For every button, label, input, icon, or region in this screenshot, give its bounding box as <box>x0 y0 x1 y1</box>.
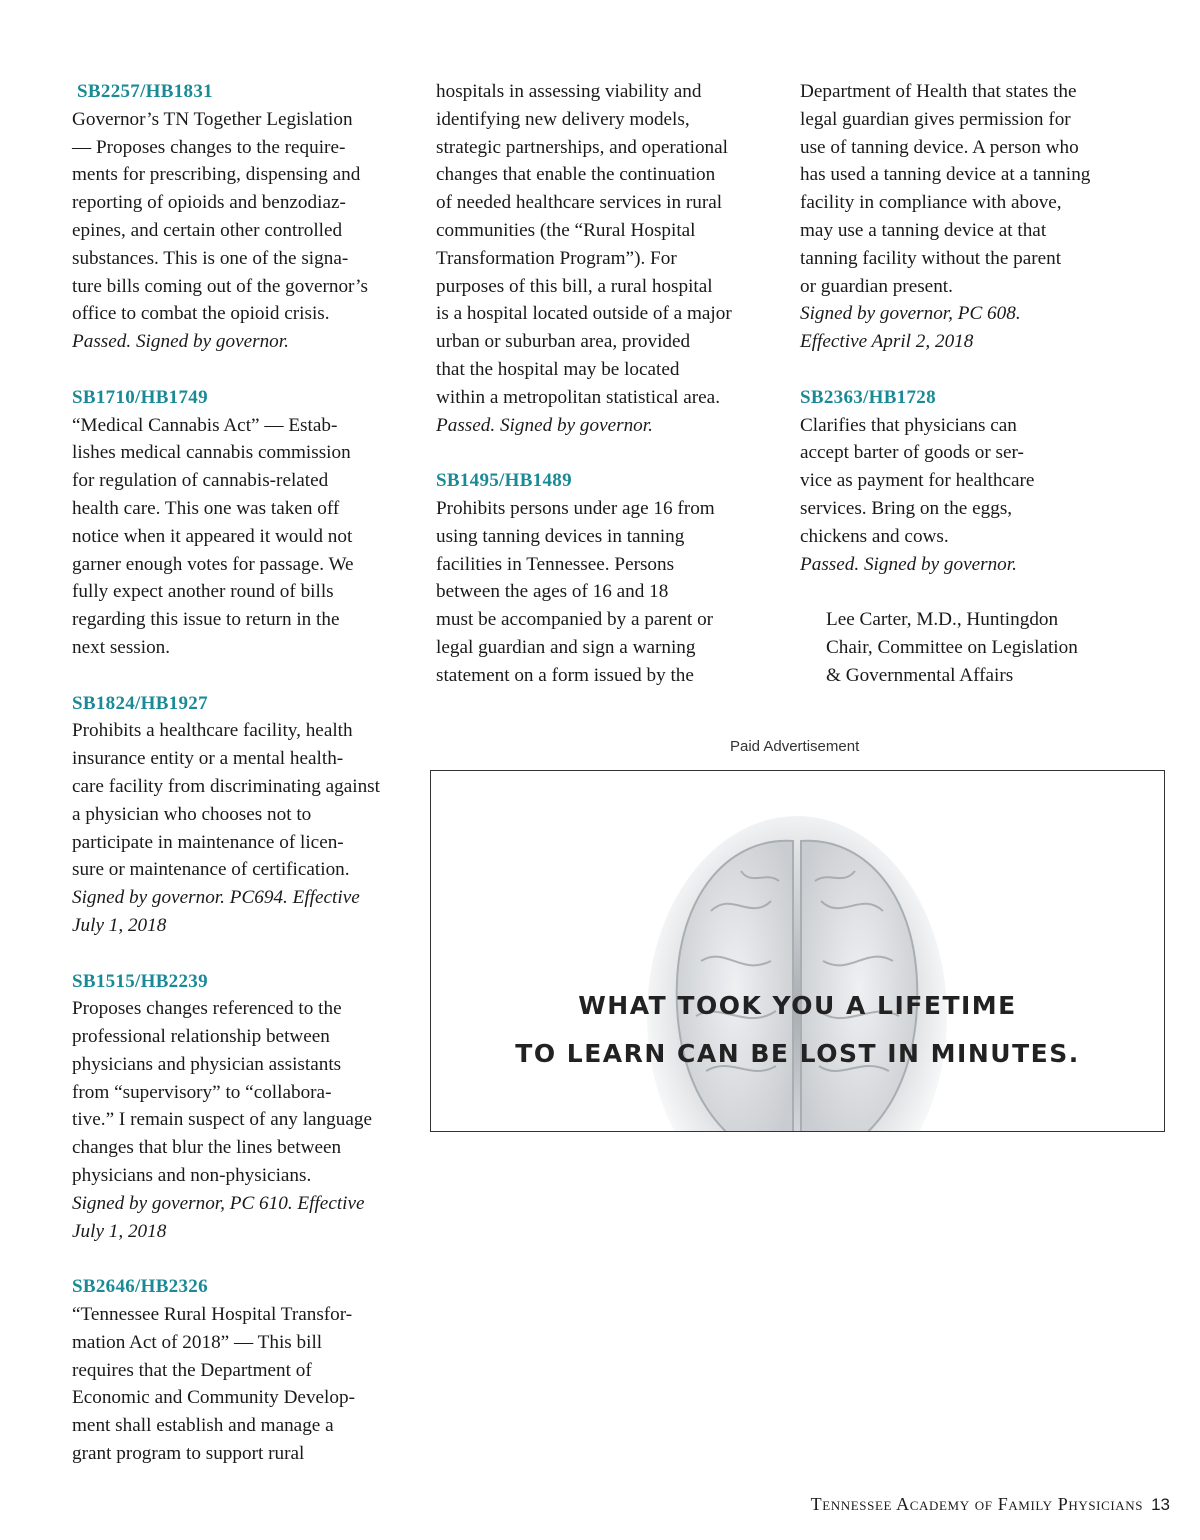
bill-text-line: notice when it appeared it would not <box>72 525 353 547</box>
signature-line: & Governmental Affairs <box>826 664 1014 686</box>
bill-text-line: for regulation of cannabis-related <box>72 470 329 492</box>
bill-status: Signed by governor, PC 608. <box>800 303 1021 325</box>
bill-status: July 1, 2018 <box>72 914 167 936</box>
page-number: 13 <box>1151 1495 1170 1514</box>
bill-text-line: has used a tanning device at a tanning <box>800 164 1091 186</box>
bill-text-line: from “supervisory” to “collabora- <box>72 1081 332 1103</box>
page-footer <box>811 1494 1170 1515</box>
bill-text-line: is a hospital located outside of a major <box>436 303 732 325</box>
bill-text-line: Prohibits persons under age 16 from <box>436 497 715 519</box>
bill-text-line: facility in compliance with above, <box>800 192 1062 214</box>
bill-text-line: “Tennessee Rural Hospital Transfor- <box>72 1304 353 1326</box>
bill-text-line: health care. This one was taken off <box>72 497 340 519</box>
signature-line: Lee Carter, M.D., Huntingdon <box>826 609 1059 631</box>
bill-code: SB2646/HB2326 <box>72 1276 208 1298</box>
bill-text-line: next session. <box>72 636 171 658</box>
bill-code: SB1824/HB1927 <box>72 692 208 714</box>
bill-status: Passed. Signed by governor. <box>72 331 289 353</box>
bill-entry <box>72 78 412 356</box>
bill-text-line: hospitals in assessing viability and <box>436 81 702 102</box>
bill-text-line: between the ages of 16 and 18 <box>436 581 669 603</box>
bill-entry <box>436 78 776 439</box>
bill-text-line: of needed healthcare services in rural <box>436 192 723 214</box>
bill-text-line: ment shall establish and manage a <box>72 1415 334 1437</box>
column-3 <box>800 78 1140 690</box>
ad-label: Paid Advertisement <box>730 738 860 755</box>
bill-text-line: substances. This is one of the signa- <box>72 247 349 269</box>
bill-text-line: or guardian present. <box>800 275 953 297</box>
bill-text-line: physicians and physician assistants <box>72 1053 342 1075</box>
bill-text-line: communities (the “Rural Hospital <box>436 219 696 241</box>
bill-text-line: fully expect another round of bills <box>72 581 334 603</box>
publication-name: Tennessee Academy of Family Physicians <box>810 1494 1144 1514</box>
bill-code: SB2257/HB1831 <box>72 81 213 102</box>
bill-status: Passed. Signed by governor. <box>800 553 1017 575</box>
bill-text-line: professional relationship between <box>72 1026 330 1048</box>
bill-text-line: grant program to support rural <box>72 1443 305 1465</box>
bill-text-line: changes that enable the continuation <box>436 164 716 186</box>
bill-text-line: insurance entity or a mental health- <box>72 748 344 770</box>
bill-status: Passed. Signed by governor. <box>436 414 653 436</box>
signature-line: Chair, Committee on Legislation <box>826 636 1078 658</box>
bill-text-line: within a metropolitan statistical area. <box>436 386 720 408</box>
bill-text-line: services. Bring on the eggs, <box>800 497 1013 519</box>
author-signature <box>800 606 1140 689</box>
bill-text-line: ture bills coming out of the governor’s <box>72 275 368 297</box>
bill-status: Effective April 2, 2018 <box>800 331 974 353</box>
bill-text-line: Economic and Community Develop- <box>72 1387 355 1409</box>
column-2 <box>436 78 776 717</box>
bill-text-line: tive.” I remain suspect of any language <box>72 1109 372 1131</box>
bill-text-line: legal guardian gives permission for <box>800 108 1071 130</box>
bill-text-line: strategic partnerships, and operational <box>436 136 728 158</box>
brain-illustration <box>431 771 1164 1131</box>
bill-status: Signed by governor. PC694. Effective <box>72 887 360 909</box>
bill-text-line: Department of Health that states the <box>800 81 1077 102</box>
bill-text-line: identifying new delivery models, <box>436 108 690 130</box>
bill-text-line: ments for prescribing, dispensing and <box>72 164 361 186</box>
bill-entry <box>72 690 412 940</box>
bill-entry <box>72 968 412 1246</box>
bill-text-line: care facility from discriminating against <box>72 775 380 797</box>
bill-text-line: vice as payment for healthcare <box>800 470 1035 492</box>
bill-text-line: tanning facility without the parent <box>800 247 1062 269</box>
bill-text-line: facilities in Tennessee. Persons <box>436 553 675 575</box>
bill-text-line: Transformation Program”). For <box>436 247 677 269</box>
bill-text-line: physicians and non-physicians. <box>72 1165 312 1187</box>
bill-text-line: lishes medical cannabis commission <box>72 442 351 464</box>
bill-status: July 1, 2018 <box>72 1220 167 1242</box>
bill-text-line: a physician who chooses not to <box>72 803 312 825</box>
bill-entry <box>800 78 1140 356</box>
bill-text-line: Prohibits a healthcare facility, health <box>72 720 353 742</box>
bill-code: SB1495/HB1489 <box>436 470 572 492</box>
bill-text-line: regarding this issue to return in the <box>72 609 340 631</box>
bill-code: SB1710/HB1749 <box>72 386 208 408</box>
bill-text-line: use of tanning device. A person who <box>800 136 1079 158</box>
bill-entry <box>800 384 1140 579</box>
bill-text-line: accept barter of goods or ser- <box>800 442 1024 464</box>
bill-text-line: that the hospital may be located <box>436 358 680 380</box>
bill-status: Signed by governor, PC 610. Effective <box>72 1192 365 1214</box>
bill-text-line: office to combat the opioid crisis. <box>72 303 330 325</box>
column-1 <box>72 78 412 1496</box>
bill-text-line: urban or suburban area, provided <box>436 331 691 353</box>
bill-text-line: requires that the Department of <box>72 1359 312 1381</box>
bill-text-line: participate in maintenance of licen- <box>72 831 344 853</box>
bill-text-line: purposes of this bill, a rural hospital <box>436 275 713 297</box>
bill-text-line: changes that blur the lines between <box>72 1137 342 1159</box>
bill-text-line: epines, and certain other controlled <box>72 219 343 241</box>
bill-text-line: garner enough votes for passage. We <box>72 553 354 575</box>
bill-code: SB1515/HB2239 <box>72 970 208 992</box>
bill-text-line: — Proposes changes to the require- <box>72 136 346 158</box>
bill-entry <box>72 1273 412 1468</box>
bill-text-line: statement on a form issued by the <box>436 664 694 686</box>
ad-headline-2: TO LEARN CAN BE LOST IN MINUTES. <box>515 1039 1080 1068</box>
bill-entry <box>72 384 412 662</box>
bill-text-line: must be accompanied by a parent or <box>436 609 714 631</box>
bill-text-line: chickens and cows. <box>800 525 949 547</box>
bill-text-line: may use a tanning device at that <box>800 219 1047 241</box>
bill-text-line: “Medical Cannabis Act” — Estab- <box>72 414 338 436</box>
bill-code: SB2363/HB1728 <box>800 386 936 408</box>
bill-entry <box>436 467 776 689</box>
bill-text-line: using tanning devices in tanning <box>436 525 685 547</box>
bill-text-line: legal guardian and sign a warning <box>436 636 696 658</box>
bill-text-line: Governor’s TN Together Legislation <box>72 108 353 130</box>
bill-text-line: mation Act of 2018” — This bill <box>72 1331 323 1353</box>
stroke-advertisement <box>430 770 1165 1132</box>
ad-headline-1: WHAT TOOK YOU A LIFETIME <box>578 991 1017 1020</box>
bill-text-line: sure or maintenance of certification. <box>72 859 350 881</box>
bill-text-line: Clarifies that physicians can <box>800 414 1017 436</box>
bill-text-line: Proposes changes referenced to the <box>72 998 342 1020</box>
bill-text-line: reporting of opioids and benzodiaz- <box>72 192 346 214</box>
